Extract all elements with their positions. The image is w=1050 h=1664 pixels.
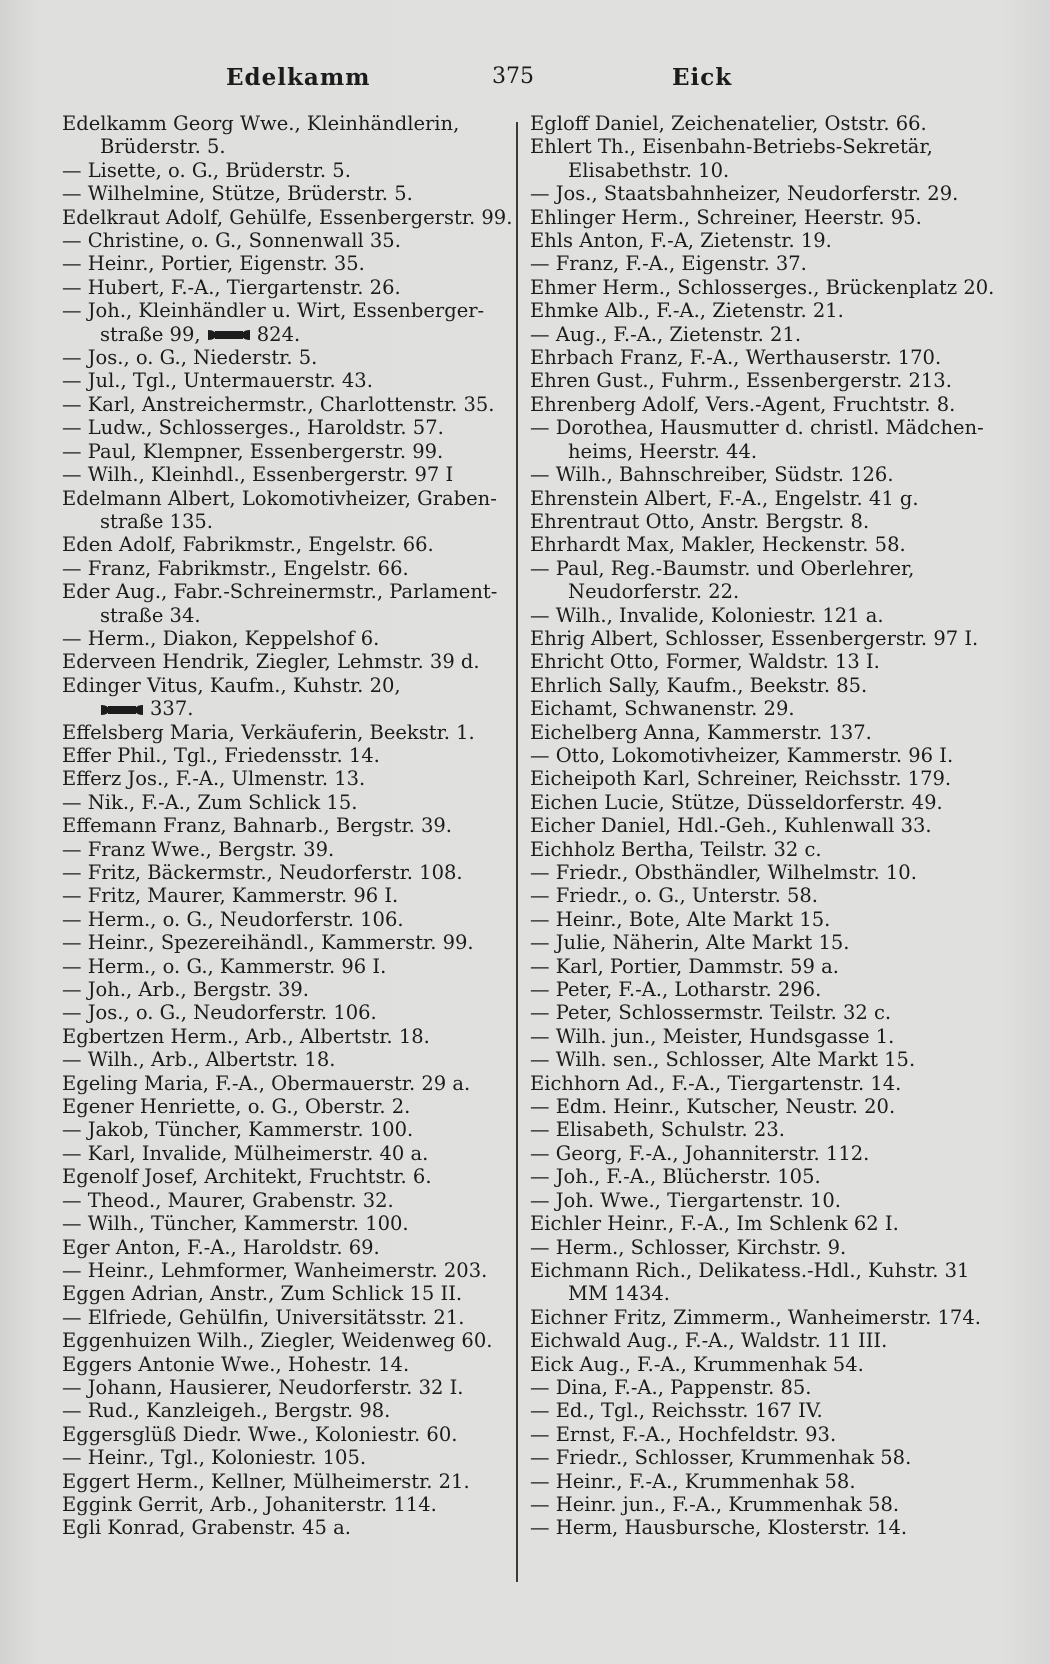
directory-entry: — Christine, o. G., Sonnenwall 35. <box>62 229 401 253</box>
directory-entry: — Friedr., o. G., Unterstr. 58. <box>530 884 818 908</box>
directory-entry: — Wilh. sen., Schlosser, Alte Markt 15. <box>530 1048 916 1072</box>
directory-entry: Eden Adolf, Fabrikmstr., Engelstr. 66. <box>62 533 434 557</box>
directory-entry: Eichelberg Anna, Kammerstr. 137. <box>530 720 872 744</box>
directory-entry: Eggert Herm., Kellner, Mülheimerstr. 21. <box>62 1469 470 1493</box>
directory-entry: — Wilh., Kleinhdl., Essenbergerstr. 97 I <box>62 463 454 487</box>
directory-entry: — Rud., Kanzleigeh., Bergstr. 98. <box>62 1399 391 1423</box>
directory-entry: — Heinr., F.-A., Krummenhak 58. <box>530 1469 856 1493</box>
directory-entry: — Aug., F.-A., Zietenstr. 21. <box>530 322 802 346</box>
directory-entry: Ehlinger Herm., Schreiner, Heerstr. 95. <box>530 205 922 229</box>
directory-entry: Ehrhardt Max, Makler, Heckenstr. 58. <box>530 533 906 557</box>
directory-entry: — Wilhelmine, Stütze, Brüderstr. 5. <box>62 182 413 206</box>
directory-entry: — Peter, F.-A., Lotharstr. 296. <box>530 978 822 1002</box>
entry-continuation: straße 135. <box>100 509 213 533</box>
directory-entry: Eichholz Bertha, Teilstr. 32 c. <box>530 837 822 861</box>
directory-entry: — Heinr., Spezereihändl., Kammerstr. 99. <box>62 931 474 955</box>
directory-entry: — Joh., Kleinhändler u. Wirt, Essenberger- <box>62 299 485 323</box>
directory-entry: — Edm. Heinr., Kutscher, Neustr. 20. <box>530 1095 896 1119</box>
directory-entry: — Wilh., Bahnschreiber, Südstr. 126. <box>530 463 894 487</box>
directory-entry: — Karl, Anstreichermstr., Charlottenstr. 35. <box>62 392 495 416</box>
directory-entry: — Fritz, Maurer, Kammerstr. 96 I. <box>62 884 399 908</box>
directory-entry: Eicher Daniel, Hdl.-Geh., Kuhlenwall 33. <box>530 814 932 838</box>
directory-entry: Edelmann Albert, Lokomotivheizer, Graben- <box>62 486 497 510</box>
phone-number: 337. <box>150 697 194 721</box>
directory-entry: — Otto, Lokomotivheizer, Kammerstr. 96 I. <box>530 743 954 767</box>
directory-entry: Effelsberg Maria, Verkäuferin, Beekstr. 1. <box>62 720 475 744</box>
directory-entry: — Heinr. jun., F.-A., Krummenhak 58. <box>530 1492 900 1516</box>
directory-entry: Eichler Heinr., F.-A., Im Schlenk 62 I. <box>530 1212 899 1236</box>
directory-entry: — Karl, Invalide, Mülheimerstr. 40 a. <box>62 1141 429 1165</box>
directory-entry: — Wilh., Invalide, Koloniestr. 121 a. <box>530 603 884 627</box>
directory-entry: — Nik., F.-A., Zum Schlick 15. <box>62 790 358 814</box>
directory-entry: Efferz Jos., F.-A., Ulmenstr. 13. <box>62 767 366 791</box>
directory-entry: — Joh. Wwe., Tiergartenstr. 10. <box>530 1188 841 1212</box>
directory-entry: — Herm., Diakon, Keppelshof 6. <box>62 626 380 650</box>
directory-entry: — Herm., o. G., Kammerstr. 96 I. <box>62 954 387 978</box>
directory-entry: Egli Konrad, Grabenstr. 45 a. <box>62 1516 351 1540</box>
directory-entry: — Herm, Hausbursche, Klosterstr. 14. <box>530 1516 908 1540</box>
directory-entry: — Jos., o. G., Niederstr. 5. <box>62 346 318 370</box>
directory-entry: Egener Henriette, o. G., Oberstr. 2. <box>62 1095 411 1119</box>
directory-entry: — Friedr., Obsthändler, Wilhelmstr. 10. <box>530 861 917 884</box>
directory-entry: — Theod., Maurer, Grabenstr. 32. <box>62 1188 394 1212</box>
page-header <box>0 64 1050 104</box>
directory-entry: Eichamt, Schwanenstr. 29. <box>530 697 795 721</box>
directory-entry: — Lisette, o. G., Brüderstr. 5. <box>62 158 351 182</box>
directory-entry: Eichner Fritz, Zimmerm., Wanheimerstr. 174. <box>530 1305 981 1329</box>
directory-entry: — Hubert, F.-A., Tiergartenstr. 26. <box>62 275 401 299</box>
directory-entry: — Georg, F.-A., Johanniterstr. 112. <box>530 1141 870 1165</box>
header-left-keyword: Edelkamm <box>226 64 371 91</box>
telephone-icon <box>207 328 251 342</box>
directory-entry: Ehrentraut Otto, Anstr. Bergstr. 8. <box>530 509 870 533</box>
directory-entry: — Ed., Tgl., Reichsstr. 167 IV. <box>530 1399 823 1423</box>
directory-entry: — Julie, Näherin, Alte Markt 15. <box>530 931 850 955</box>
directory-entry: — Jos., o. G., Neudorferstr. 106. <box>62 1001 377 1025</box>
directory-entry: Ehrenstein Albert, F.-A., Engelstr. 41 g. <box>530 486 919 510</box>
directory-entry: Eder Aug., Fabr.-Schreinermstr., Parlament- <box>62 580 498 604</box>
directory-entry: — Joh., Arb., Bergstr. 39. <box>62 978 309 1002</box>
directory-entry: Edinger Vitus, Kaufm., Kuhstr. 20, <box>62 673 401 697</box>
directory-entry: Edelkraut Adolf, Gehülfe, Essenbergerstr. 99. <box>62 205 513 229</box>
directory-entry: Egenolf Josef, Architekt, Fruchtstr. 6. <box>62 1165 432 1189</box>
phone-number: 824. <box>256 322 301 346</box>
directory-entry: — Ernst, F.-A., Hochfeldstr. 93. <box>530 1422 837 1446</box>
directory-entry: — Elfriede, Gehülfin, Universitätsstr. 21. <box>62 1305 465 1329</box>
directory-entry: — Joh., F.-A., Blücherstr. 105. <box>530 1165 821 1189</box>
directory-entry: — Fritz, Bäckermstr., Neudorferstr. 108. <box>62 861 463 884</box>
directory-entry: Eggersglüß Diedr. Wwe., Koloniestr. 60. <box>62 1422 458 1446</box>
directory-entry: — Franz, F.-A., Eigenstr. 37. <box>530 252 807 276</box>
directory-entry: — Ludw., Schlosserges., Haroldstr. 57. <box>62 416 444 440</box>
directory-entry: Eger Anton, F.-A., Haroldstr. 69. <box>62 1235 380 1259</box>
directory-entry: — Heinr., Portier, Eigenstr. 35. <box>62 252 365 276</box>
directory-entry: Egeling Maria, F.-A., Obermauerstr. 29 a. <box>62 1071 471 1095</box>
directory-entry: Eick Aug., F.-A., Krummenhak 54. <box>530 1352 864 1376</box>
directory-entry: — Friedr., Schlosser, Krummenhak 58. <box>530 1446 912 1470</box>
page-number: 375 <box>492 64 534 89</box>
column-divider <box>516 122 518 1582</box>
directory-entry: Ehricht Otto, Former, Waldstr. 13 I. <box>530 650 880 674</box>
entry-continuation <box>62 697 510 720</box>
directory-entry: — Franz Wwe., Bergstr. 39. <box>62 837 335 861</box>
directory-entry: — Paul, Klempner, Essenbergerstr. 99. <box>62 439 444 463</box>
entry-continuation <box>62 323 510 346</box>
directory-entry: — Elisabeth, Schulstr. 23. <box>530 1118 785 1142</box>
entry-text: straße 99, <box>100 322 207 346</box>
directory-entry: Eichmann Rich., Delikatess.-Hdl., Kuhstr. 31 <box>530 1258 970 1282</box>
directory-entry: — Jakob, Tüncher, Kammerstr. 100. <box>62 1118 414 1142</box>
directory-entry: Eggen Adrian, Anstr., Zum Schlick 15 II. <box>62 1282 463 1306</box>
entry-continuation: Neudorferstr. 22. <box>568 580 740 604</box>
directory-entry: — Karl, Portier, Dammstr. 59 a. <box>530 954 839 978</box>
directory-entry: Eichen Lucie, Stütze, Düsseldorferstr. 49. <box>530 790 943 814</box>
directory-entry: — Herm., Schlosser, Kirchstr. 9. <box>530 1235 847 1259</box>
directory-entry: Eichhorn Ad., F.-A., Tiergartenstr. 14. <box>530 1071 902 1095</box>
header-right-keyword: Eick <box>672 64 733 91</box>
entry-continuation: heims, Heerstr. 44. <box>568 439 758 463</box>
directory-entry: Egloff Daniel, Zeichenatelier, Oststr. 66. <box>530 112 927 135</box>
directory-entry: Eicheipoth Karl, Schreiner, Reichsstr. 179. <box>530 767 952 791</box>
directory-entry: — Herm., o. G., Neudorferstr. 106. <box>62 907 404 931</box>
directory-entry: Ehlert Th., Eisenbahn-Betriebs-Sekretär, <box>530 135 933 159</box>
directory-entry: — Heinr., Lehmformer, Wanheimerstr. 203. <box>62 1258 488 1282</box>
right-column <box>530 112 1000 1540</box>
directory-entry: Eichwald Aug., F.-A., Waldstr. 11 III. <box>530 1329 888 1353</box>
directory-entry: Ehrenberg Adolf, Vers.-Agent, Fruchtstr. 8. <box>530 392 956 416</box>
directory-entry: Ehrlich Sally, Kaufm., Beekstr. 85. <box>530 673 868 697</box>
directory-entry: Ehmke Alb., F.-A., Zietenstr. 21. <box>530 299 844 323</box>
directory-entry: Effer Phil., Tgl., Friedensstr. 14. <box>62 743 380 767</box>
directory-entry: — Jos., Staatsbahnheizer, Neudorferstr. 29. <box>530 182 959 206</box>
directory-entry: Eggink Gerrit, Arb., Johaniterstr. 114. <box>62 1492 437 1516</box>
directory-entry: Ehren Gust., Fuhrm., Essenbergerstr. 213. <box>530 369 952 393</box>
entry-continuation: straße 34. <box>100 603 201 627</box>
entry-continuation: Elisabethstr. 10. <box>568 158 730 182</box>
directory-entry: — Franz, Fabrikmstr., Engelstr. 66. <box>62 556 409 580</box>
directory-entry: Ehrig Albert, Schlosser, Essenbergerstr. 97 I. <box>530 626 979 650</box>
directory-entry: Egbertzen Herm., Arb., Albertstr. 18. <box>62 1024 430 1048</box>
directory-entry: Eggers Antonie Wwe., Hohestr. 14. <box>62 1352 410 1376</box>
telephone-icon <box>100 703 144 717</box>
entry-continuation: MM 1434. <box>568 1282 670 1306</box>
directory-entry: — Heinr., Tgl., Koloniestr. 105. <box>62 1446 367 1470</box>
directory-entry: Edelkamm Georg Wwe., Kleinhändlerin, <box>62 112 460 135</box>
directory-entry: — Dorothea, Hausmutter d. christl. Mädchen- <box>530 416 984 440</box>
directory-entry: Ehls Anton, F.-A, Zietenstr. 19. <box>530 229 832 253</box>
directory-entry: — Heinr., Bote, Alte Markt 15. <box>530 907 831 931</box>
directory-entry: — Wilh. jun., Meister, Hundsgasse 1. <box>530 1024 895 1048</box>
directory-entry: — Wilh., Arb., Albertstr. 18. <box>62 1048 336 1072</box>
directory-entry: — Wilh., Tüncher, Kammerstr. 100. <box>62 1212 409 1236</box>
directory-entry: — Johann, Hausierer, Neudorferstr. 32 I. <box>62 1375 464 1399</box>
directory-entry: — Paul, Reg.-Baumstr. und Oberlehrer, <box>530 556 915 580</box>
directory-entry: — Dina, F.-A., Pappenstr. 85. <box>530 1375 812 1399</box>
directory-entry: — Jul., Tgl., Untermauerstr. 43. <box>62 369 373 393</box>
directory-entry: Ehmer Herm., Schlosserges., Brückenplatz 20. <box>530 275 995 299</box>
directory-entry: Effemann Franz, Bahnarb., Bergstr. 39. <box>62 814 452 838</box>
directory-entry: Ederveen Hendrik, Ziegler, Lehmstr. 39 d. <box>62 650 480 674</box>
directory-entry: Eggenhuizen Wilh., Ziegler, Weidenweg 60. <box>62 1329 493 1353</box>
directory-entry: — Peter, Schlossermstr. Teilstr. 32 c. <box>530 1001 892 1025</box>
entry-continuation: Brüderstr. 5. <box>100 135 226 159</box>
left-column <box>62 112 513 1540</box>
directory-entry: Ehrbach Franz, F.-A., Werthauserstr. 170. <box>530 346 942 370</box>
